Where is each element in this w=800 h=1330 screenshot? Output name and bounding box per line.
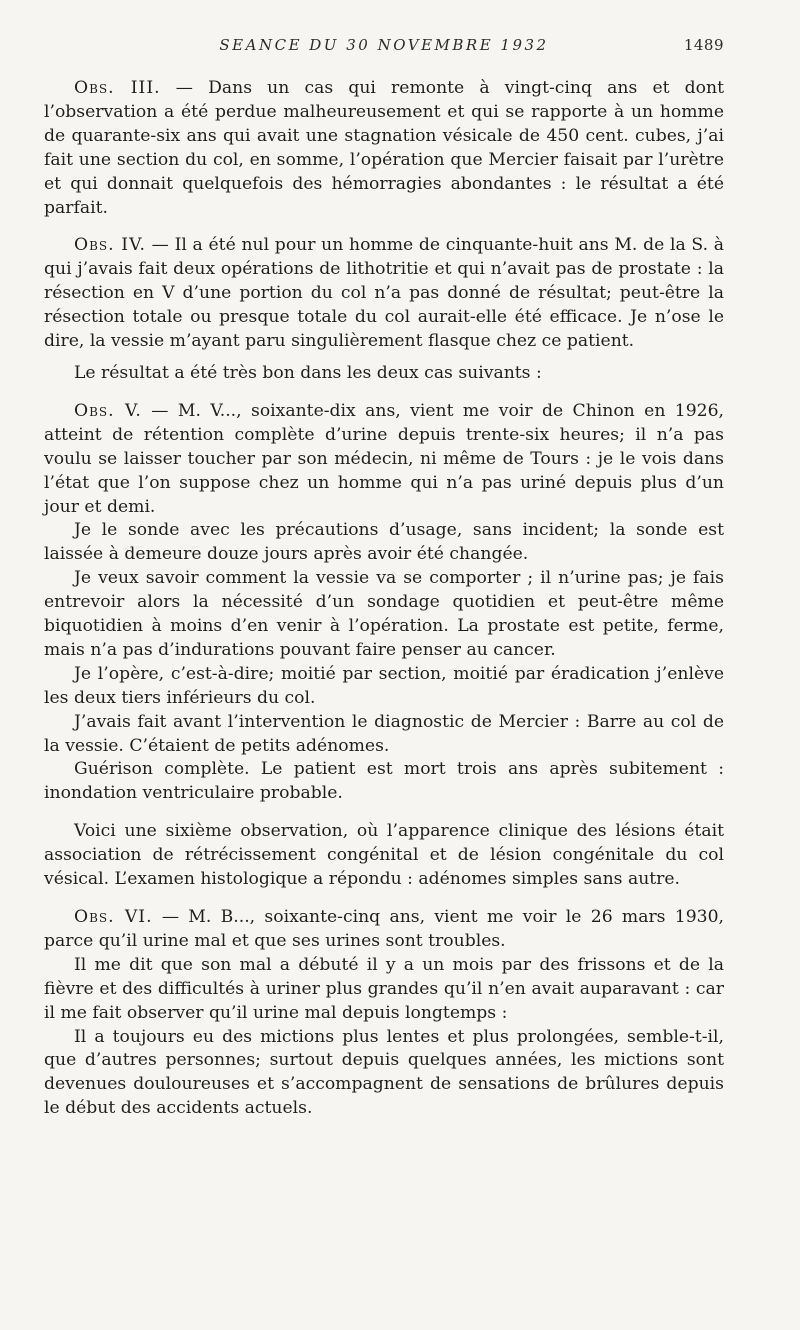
observation-label: Obs. III. <box>74 78 161 98</box>
page-number: 1489 <box>683 36 724 54</box>
paragraph-text: Voici une sixième observation, où l’apparence clinique des lésions était association de rétrécissement congénital et de lésion congénitale du col vésical. L’examen histologique a répondu : adénomes simples sans autre. <box>44 821 724 890</box>
paragraph <box>44 1026 724 1122</box>
observation-label: Obs. IV. <box>74 235 146 256</box>
paragraph <box>44 567 724 663</box>
running-title: SEANCE DU 30 NOVEMBRE 1932 <box>219 36 549 54</box>
observation-label: Obs. VI. <box>74 907 153 927</box>
paragraph-text: — M. V..., soixante-dix ans, vient me voir de Chinon en 1926, atteint de rétention complète d’urine depuis trente-six heures; il n’a pas voulu se laisser toucher par son médecin, ni même de Tours : je le vois dans l’état que l’on suppose chez un homme qui n’a pas uriné depuis plus d’un jour et demi. <box>44 400 724 517</box>
paragraph-text: — Dans un cas qui remonte à vingt-cinq ans et dont l’observation a été perdue malheureusement et qui se rapporte à un homme de quarante-six ans qui avait une stagnation vésicale de 450 cent. cubes, j’ai fait une section du col, en somme, l’opération que Mercier faisait par l’urètre et qui donnait quelquefois des hémorragies abondantes : le résultat a été parfait. <box>44 78 725 218</box>
paragraph <box>44 519 724 567</box>
paragraph-text: — Il a été nul pour un homme de cinquante-huit ans M. de la S. à qui j’avais fait deux opérations de lithotritie et qui n’avait pas de prostate : la résection en V d’une portion du col n’a pas donné de résultat; peut-être la résection totale ou presque totale du col aurait-elle été efficace. Je n’ose le dire, la vessie m’ayant paru singulièrement flasque chez ce patient. <box>44 235 725 352</box>
paragraph-text: Je l’opère, c’est-à-dire; moitié par section, moitié par éradication j’enlève les deux tiers inférieurs du col. <box>44 663 724 708</box>
observation-label: Obs. V. <box>74 400 142 421</box>
paragraph <box>44 954 724 1026</box>
paragraph <box>44 758 724 806</box>
paragraph-text: Il a toujours eu des mictions plus lentes et plus prolongées, semble-t-il, que d’autres personnes; surtout depuis quelques années, les mictions sont devenues douloureuses et s’accompagnent de sensations de brûlures depuis le début des accidents actuels. <box>44 1026 724 1119</box>
paragraph-text: Je veux savoir comment la vessie va se comporter ; il n’urine pas; je fais entrevoir alors la nécessité d’un sondage quotidien et peut-être même biquotidien à moins d’en venir à l’opération. La prostate est petite, ferme, mais n’a pas d’indurations pouvant faire penser au cancer. <box>44 568 724 660</box>
paragraph <box>44 711 724 759</box>
paragraph-text: — M. B..., soixante-cinq ans, vient me voir le 26 mars 1930, parce qu’il urine mal et que ses urines sont troubles. <box>44 907 724 951</box>
paragraph-text: Guérison complète. Le patient est mort trois ans après subitement : inondation ventriculaire probable. <box>44 759 724 804</box>
paragraph-obs-5 <box>44 400 724 520</box>
paragraph-text: J’avais fait avant l’intervention le diagnostic de Mercier : Barre au col de la vessie. C’étaient de petits adénomes. <box>44 711 724 756</box>
paragraph-text: Il me dit que son mal a débuté il y a un mois par des frissons et de la fièvre et des difficultés à uriner plus grandes qu’il n’en avait auparavant : car il me fait observer qu’il urine mal depuis longtemps : <box>44 954 724 1023</box>
paragraph <box>44 820 724 892</box>
paragraph-text: Le résultat a été très bon dans les deux cas suivants : <box>74 362 542 383</box>
paragraph-obs-3 <box>44 77 724 220</box>
paragraph <box>44 663 724 711</box>
page-header <box>44 36 724 60</box>
paragraph-obs-4 <box>44 234 724 354</box>
paragraph-text: Je le sonde avec les précautions d’usage, sans incident; la sonde est laissée à demeure douze jours après avoir été changée. <box>44 520 724 565</box>
paragraph-obs-6 <box>44 906 724 954</box>
paragraph <box>44 362 724 386</box>
body-text <box>44 77 724 1121</box>
